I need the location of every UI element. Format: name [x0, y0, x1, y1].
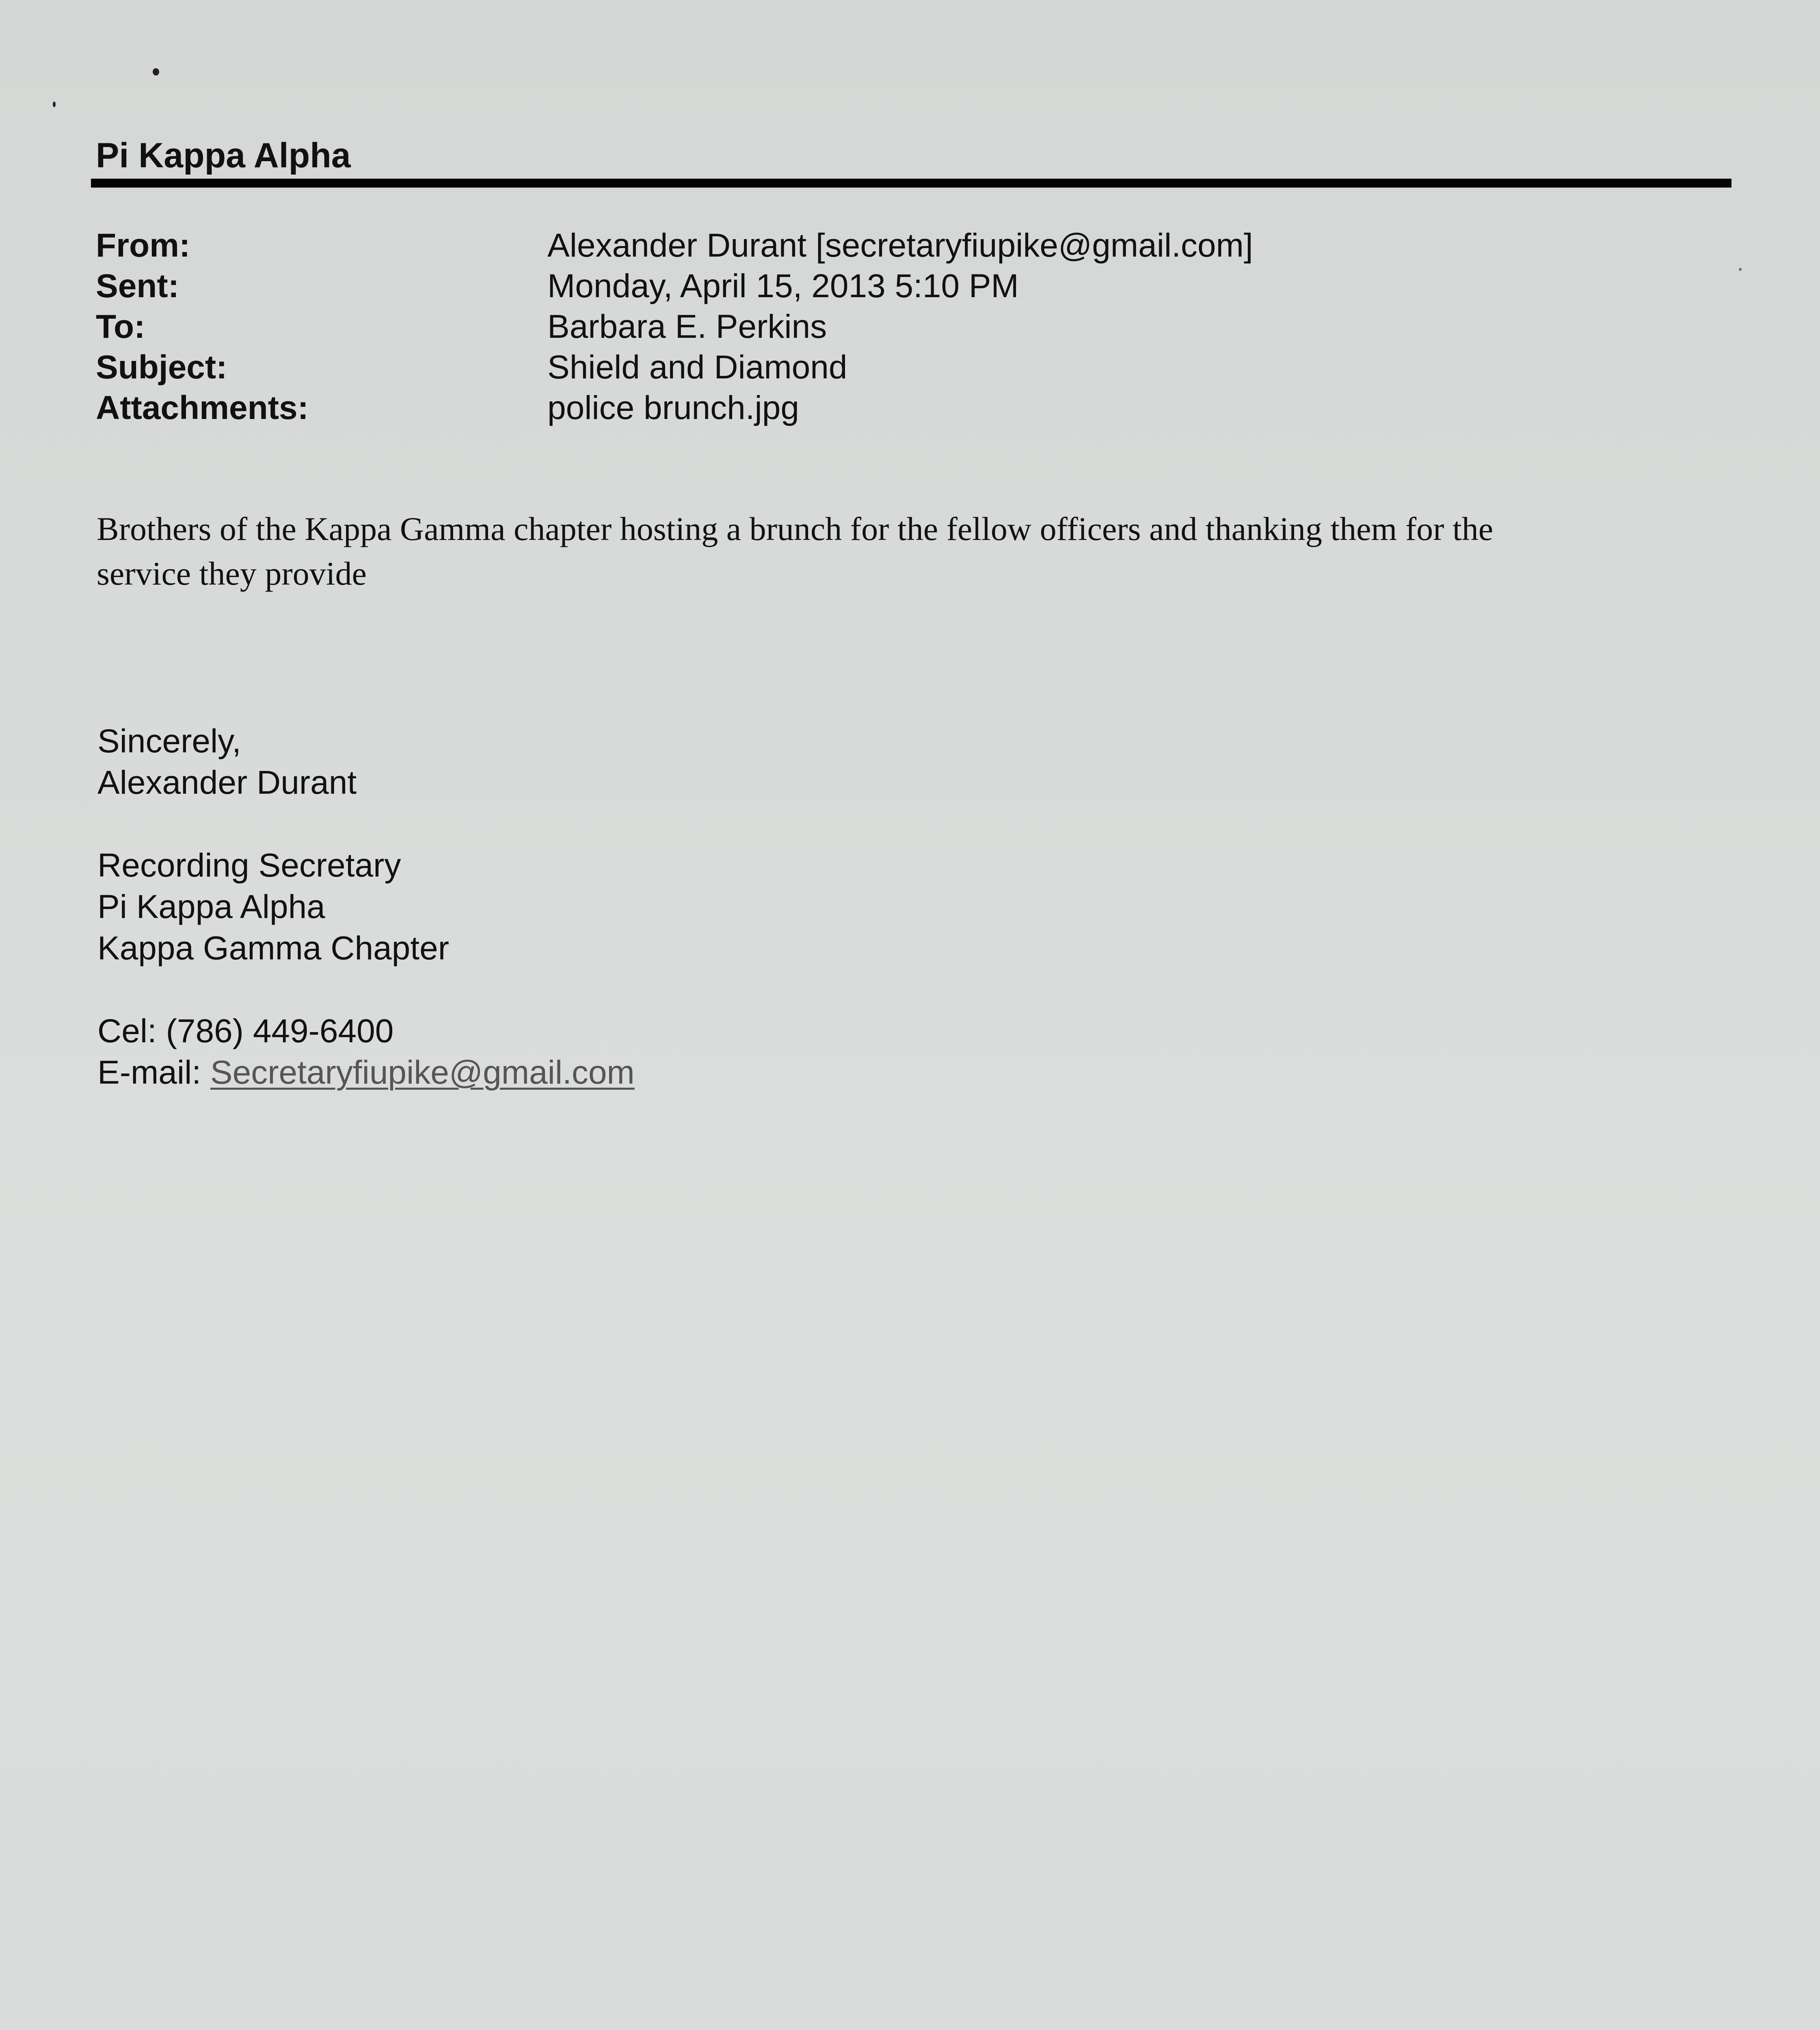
- meta-value-from: Alexander Durant [secretaryfiupike@gmail.com]: [547, 227, 1253, 264]
- scan-speck: [53, 102, 56, 107]
- signature-email-line: [97, 1052, 635, 1093]
- signature-org: Pi Kappa Alpha: [97, 888, 325, 925]
- signature-chapter: Kappa Gamma Chapter: [97, 930, 450, 967]
- signature-role: Recording Secretary: [97, 847, 401, 884]
- signature-spacer: [97, 803, 635, 845]
- header-title: Pi Kappa Alpha: [96, 136, 351, 175]
- signature-block: [97, 721, 635, 1093]
- meta-value-attachments: police brunch.jpg: [547, 389, 799, 426]
- signature-spacer: [97, 969, 635, 1011]
- meta-label-sent: Sent:: [96, 268, 179, 304]
- meta-value-sent: Monday, April 15, 2013 5:10 PM: [547, 268, 1019, 304]
- email-body: Brothers of the Kappa Gamma chapter hosting a brunch for the fellow officers and thanking them for the service they provide: [97, 510, 1494, 592]
- meta-label-from: From:: [96, 227, 190, 264]
- scan-speck: [1739, 268, 1742, 271]
- scan-speck: [153, 68, 159, 76]
- meta-label-to: To:: [96, 308, 145, 345]
- meta-value-to: Barbara E. Perkins: [547, 308, 827, 345]
- signature-email-label: E-mail:: [97, 1054, 210, 1091]
- meta-label-subject: Subject:: [96, 349, 227, 386]
- signature-name: Alexander Durant: [97, 764, 357, 801]
- meta-value-subject: Shield and Diamond: [547, 349, 847, 386]
- meta-label-attachments: Attachments:: [96, 389, 309, 426]
- signature-email-link[interactable]: Secretaryfiupike@gmail.com: [210, 1054, 635, 1091]
- signature-phone: Cel: (786) 449-6400: [97, 1013, 394, 1050]
- header-rule: [91, 179, 1731, 188]
- signature-closing: Sincerely,: [97, 723, 241, 760]
